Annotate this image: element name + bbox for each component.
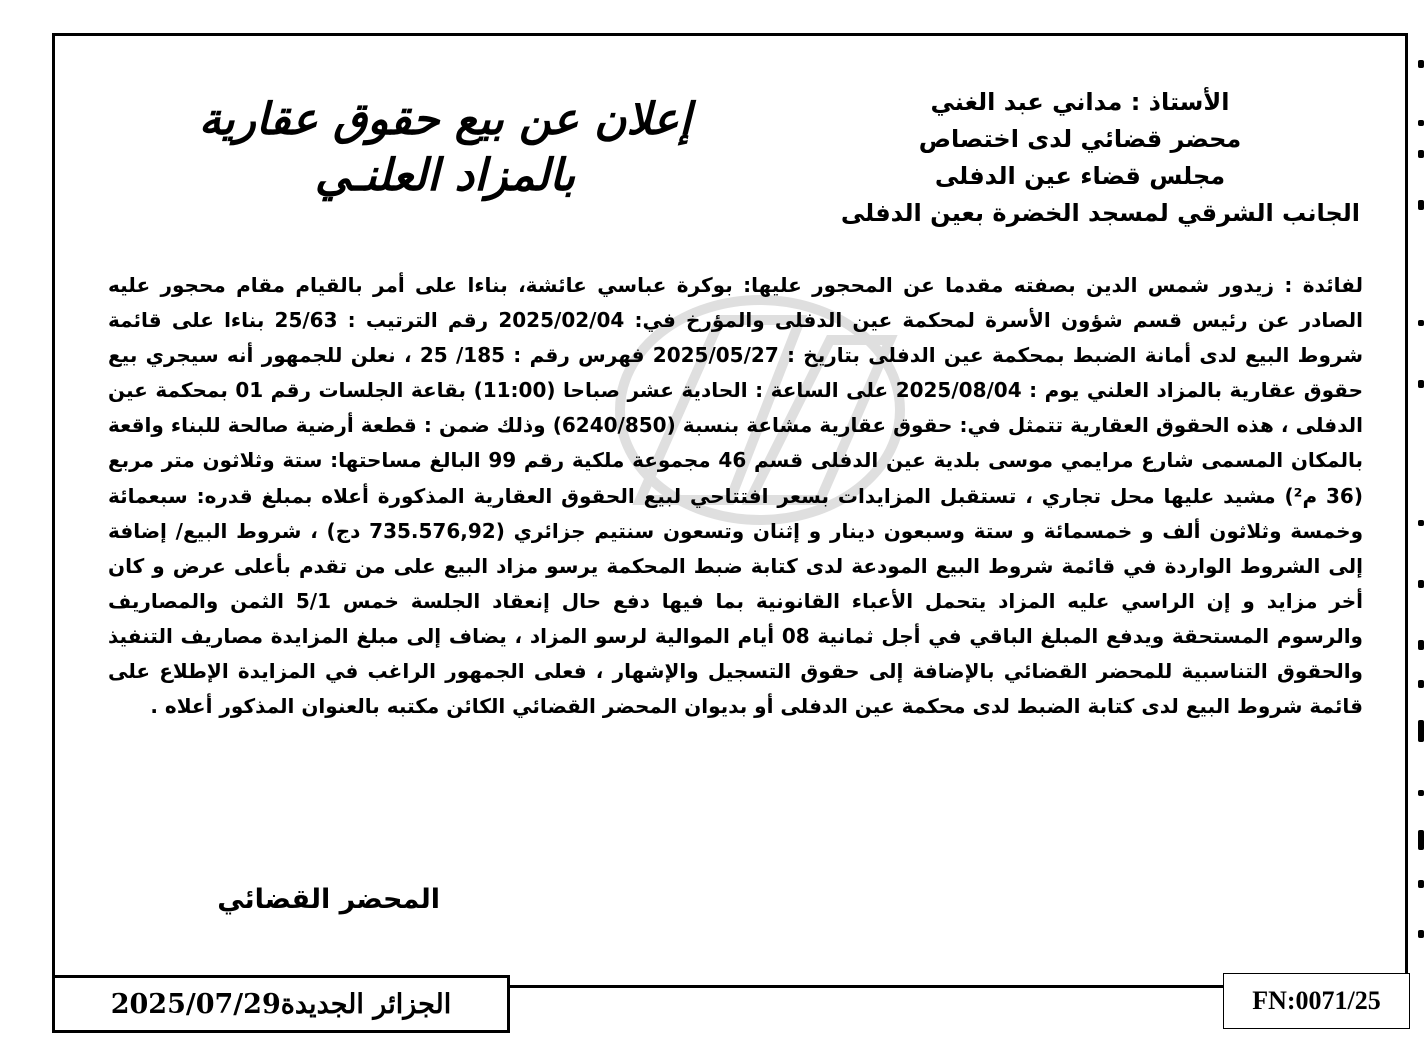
file-number: FN:0071/25 [1252,986,1381,1015]
title-line-2: بالمزاد العلنـي [314,150,576,201]
announcement-title [150,92,740,204]
file-number-box [1223,973,1410,1029]
bailiff-role: محضر قضائي لدى اختصاص [918,125,1242,153]
bailiff-court: مجلس قضاء عين الدفلى [934,162,1226,190]
newspaper-date-box [52,975,510,1033]
bailiff-name: الأستاذ : مداني عبد الغني [930,88,1230,116]
bailiff-signature: المحضر القضائي [217,884,440,915]
announcement-body: لفائدة : زيدور شمس الدين بصفته مقدما عن المحجور عليها: بوكرة عباسي عائشة، بناءا على أمر بالقيام مقام محجور عليه الصادر عن رئيس قسم شؤون الأسرة لمحكمة عين الدفلى والمؤرخ في: 2025/02/04 رقم الترتيب : 25/63 بناءا على قائمة شروط البيع لدى أمانة الضبط بمحكمة عين الدفلى بتاريخ : 2025/05/27 فهرس رقم : 185/ 25 ، نعلن للجمهور أنه سيجري بيع حقوق عقارية بالمزاد العلني يوم : 2025/08/04 على الساعة : الحادية عشر صباحا (11:00) بقاعة الجلسات رقم 01 بمحكمة عين الدفلى ، هذه الحقوق العقارية تتمثل في: حقوق عقارية مشاعة بنسبة (6240/850) وذلك ضمن : قطعة أرضية صالحة للبناء واقعة بالمكان المسمى شارع مرايمي موسى بلدية عين الدفلى قسم 46 مجموعة ملكية رقم 99 البالغ مساحتها: ستة وثلاثون متر مربع (36 م²) مشيد عليها محل تجاري ، تستقبل المزايدات بسعر افتتاحي لبيع الحقوق العقارية المذكورة أعلاه بمبلغ قدره: سبعمائة وخمسة وثلاثون ألف و خمسمائة و ستة وسبعون دينار و إثنان وتسعون سنتيم جزائري (735.576,92 دج) ، شروط البيع/ إضافة إلى الشروط الواردة في قائمة شروط البيع المودعة لدى كتابة ضبط المحكمة يرسو مزاد البيع على من تقدم بأعلى عرض و كان أخر مزايد و إن الراسي عليه المزاد يتحمل الأعباء القانونية بما فيها دفع حال إنعقاد الجلسة خمس 5/1 الثمن والمصاريف والرسوم المستحقة ويدفع المبلغ الباقي في أجل ثمانية 08 أيام الموالية لرسو المزاد ، يضاف إلى مبلغ المزايدة مصاريف التنفيذ والحقوق التناسبية للمحضر القضائي بالإضافة إلى حقوق التسجيل والإشهار ، فعلى الجمهور الراغب في المزايدة الإطلاع على قائمة شروط البيع لدى كتابة الضبط لدى محكمة عين الدفلى أو بديوان المحضر القضائي الكائن مكتبه بالعنوان المذكور أعلاه . [108,273,1364,719]
bailiff-header [800,84,1360,232]
title-line-1: إعلان عن بيع حقوق عقارية [198,94,692,145]
newspaper-date: الجزائر الجديدة2025/07/29 [110,988,452,1020]
adjacent-column-edge [1414,50,1427,950]
bailiff-address: الجانب الشرقي لمسجد الخضرة بعين الدفلى [840,199,1360,227]
